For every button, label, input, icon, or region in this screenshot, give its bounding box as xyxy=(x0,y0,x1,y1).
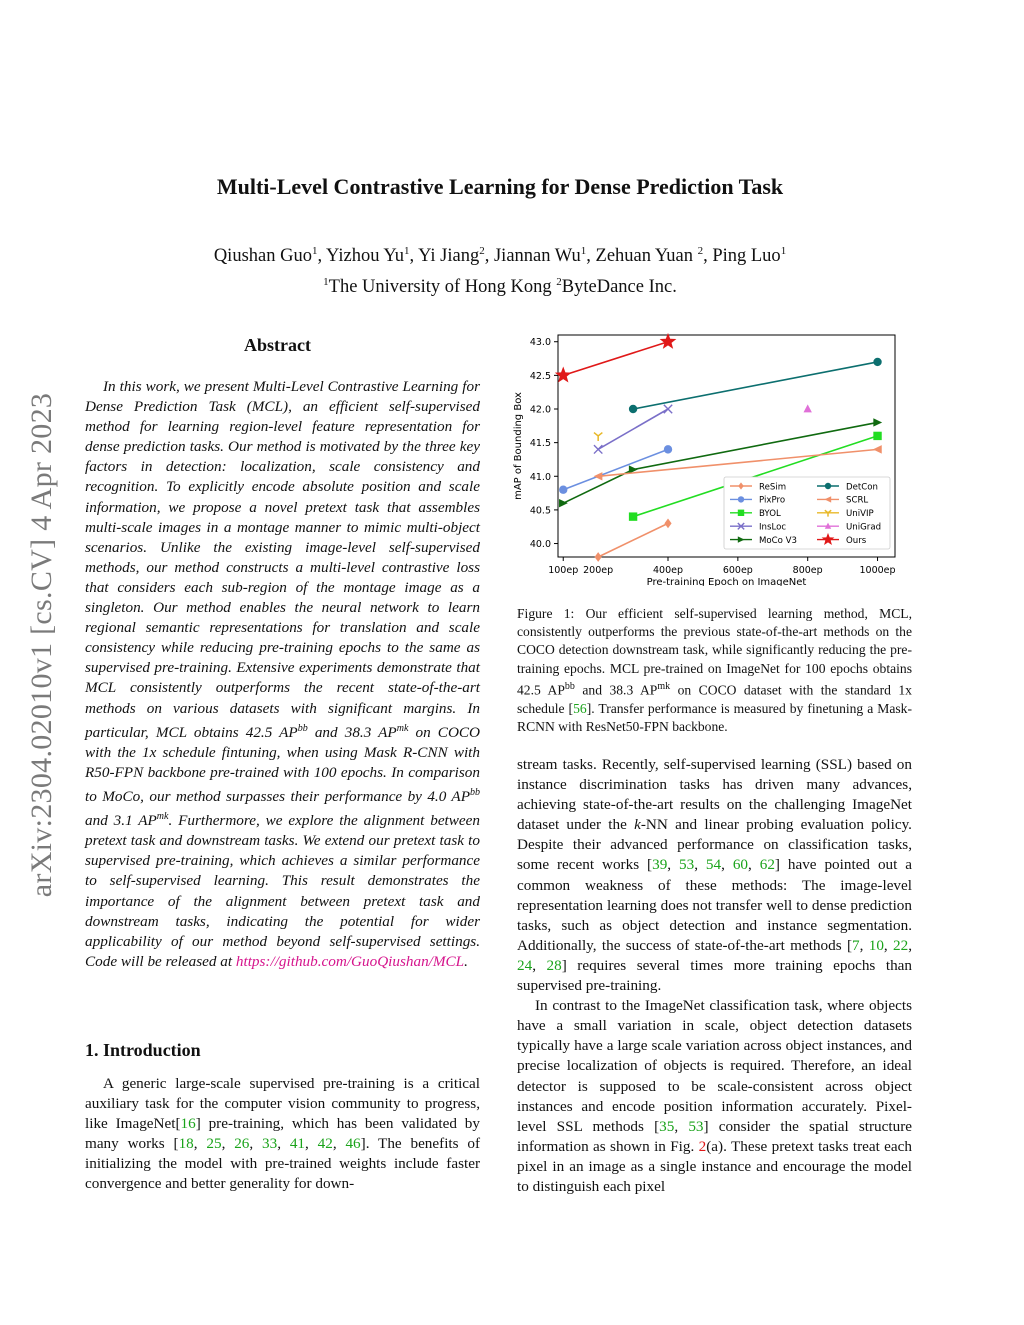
x-tick-label: 800ep xyxy=(792,565,823,576)
citation-link[interactable]: 56 xyxy=(573,700,587,716)
y-tick-label: 40.5 xyxy=(529,505,551,517)
citation-link[interactable]: 28 xyxy=(546,956,562,974)
y-tick-label: 41.0 xyxy=(529,471,551,483)
legend-label: ReSim xyxy=(759,482,787,493)
figure-reference-link[interactable]: 2 xyxy=(698,1137,707,1155)
data-point xyxy=(559,486,567,494)
citation-link[interactable]: 60 xyxy=(732,856,748,874)
legend-label: PixPro xyxy=(759,495,786,506)
citation-link[interactable]: 26 xyxy=(234,1135,250,1153)
citation-link[interactable]: 62 xyxy=(759,856,775,874)
x-tick-label: 200ep xyxy=(583,565,614,576)
author-block xyxy=(0,238,1000,300)
y-tick-label: 42.0 xyxy=(529,404,551,416)
x-tick-label: 1000ep xyxy=(859,565,896,576)
code-link[interactable]: https://github.com/GuoQiushan/MCL xyxy=(235,952,465,970)
author-name: Yizhou Yu xyxy=(326,246,404,267)
citation-link[interactable]: 39 xyxy=(652,856,668,874)
x-tick-label: 600ep xyxy=(722,565,753,576)
legend-label: BYOL xyxy=(759,509,781,520)
legend-marker xyxy=(738,510,744,516)
y-tick-label: 41.5 xyxy=(529,438,551,450)
citation-link[interactable]: 41 xyxy=(289,1135,306,1153)
y-tick-label: 40.0 xyxy=(529,539,551,551)
citation-link[interactable]: 16 xyxy=(180,1115,196,1133)
intro-paragraph-2: stream tasks. Recently, self-supervised learning (SSL) based on instance discrimination tasks has driven many advances, achieving state-of-the-art results on the challenging ImageNet dataset under the k-NN and linear probing evaluation policy. Despite their advanced performance on classification tasks, some recent works [39, 53, 54, 60, 62] have pointed out a common weakness of these methods: The image-level representation learning does not transfer well to dense prediction tasks, such as object detection and instance segmentation. Additionally, the success of state-of-the-art methods [7, 10, 22, 24, 28] requires several times more training epochs than supervised pre-training. xyxy=(517,756,913,995)
figure-1-caption: Figure 1: Our efficient self-supervised learning method, MCL, consistently outperforms the previous state-of-the-art methods on the COCO detection downstream task, while significantly reducing the pre-training epochs. MCL pre-trained on ImageNet for 100 epochs obtains 42.5 $AP^{bb}$ and 38.3 $AP^{mk}$ on COCO dataset with the standard 1x schedule [56]. Transfer performance is measured by finetuning a Mask-RCNN with ResNet50-FPN backbone. xyxy=(517,606,913,734)
author-name: Ping Luo xyxy=(712,246,781,267)
y-axis-label: mAP of Bounding Box xyxy=(513,392,524,500)
figure-1-chart xyxy=(508,330,900,586)
legend-label: Ours xyxy=(846,535,867,546)
intro-paragraph-3: In contrast to the ImageNet classification task, where objects have a small variation in scale, object detection datasets typically have a large scale variation across object instances, and precise localization of objects is required. Therefore, an ideal detector is supposed to be scale-consistent across object instances and encode position information accurately. Pixel-level SSL methods [35, 53] consider the spatial structure information as shown in Fig. 2(a). These pretext tasks treat each pixel in an image as a single instance and encourage the model to distinguish each pixel xyxy=(517,997,913,1195)
legend-label: UniGrad xyxy=(846,522,882,533)
y-tick-label: 42.5 xyxy=(529,370,551,382)
data-point xyxy=(629,512,637,520)
author-name: Qiushan Guo xyxy=(213,246,312,267)
author-name: Yi Jiang xyxy=(418,246,480,267)
data-point xyxy=(629,405,637,413)
citation-link[interactable]: 18 xyxy=(178,1135,194,1153)
data-point xyxy=(873,432,881,440)
citation-link[interactable]: 35 xyxy=(659,1117,675,1135)
arxiv-id-text: arXiv:2304.02010v1 [cs.CV] 4 Apr 2023 xyxy=(25,392,58,898)
citation-link[interactable]: 53 xyxy=(688,1117,704,1135)
x-tick-label: 400ep xyxy=(652,565,684,576)
citation-link[interactable]: 10 xyxy=(868,936,884,954)
section-heading-introduction: 1. Introduction xyxy=(85,1040,201,1060)
citation-link[interactable]: 7 xyxy=(852,936,860,954)
affiliations: $^1$The University of Hong Kong $^2$ByteDance Inc. xyxy=(323,276,677,298)
citation-link[interactable]: 46 xyxy=(345,1135,361,1153)
affiliation: The University of Hong Kong xyxy=(328,277,552,298)
legend-label: DetCon xyxy=(846,482,878,493)
citation-link[interactable]: 54 xyxy=(705,856,722,874)
abstract-heading: Abstract xyxy=(244,335,311,355)
author-name: Jiannan Wu xyxy=(493,246,581,267)
author-name: Zehuan Yuan xyxy=(595,246,693,267)
y-tick-label: 43.0 xyxy=(529,337,551,349)
data-point xyxy=(664,445,672,453)
abstract-body xyxy=(85,377,480,972)
x-tick-label: 100ep xyxy=(548,565,579,576)
affiliation: ByteDance Inc. xyxy=(561,277,677,298)
citation-link[interactable]: 42 xyxy=(317,1135,333,1153)
legend-label: InsLoc xyxy=(759,522,787,533)
citation-link[interactable]: 53 xyxy=(679,856,695,874)
arxiv-identifier xyxy=(18,360,66,930)
legend-label: UniVIP xyxy=(846,509,874,520)
legend-marker xyxy=(738,496,744,502)
citation-link[interactable]: 33 xyxy=(262,1135,278,1153)
legend-label: SCRL xyxy=(846,495,869,506)
x-axis-label: Pre-training Epoch on ImageNet xyxy=(646,577,807,586)
intro-right-column xyxy=(517,755,912,1197)
citation-link[interactable]: 22 xyxy=(893,936,909,954)
abstract-paragraph: In this work, we present Multi-Level Contrastive Learning for Dense Prediction Task (MCL), an efficient self-supervised method for learning region-level feature representation for dense prediction tasks. Our method is motivated by the three key factors in detection: localization, scale consistency and recognition. To explicitly encode absolute position and scale information, we propose a novel pretext task that assembles multi-scale images in a montage manner to mimic multi-object scenarios. Unlike the existing image-level self-supervised methods, our method constructs a multi-level contrastive loss that considers each sub-region of the montage image as a singleton. Our method enables the neural network to learn regional semantic representations for translation and scale consistency while reducing pre-training epochs to the same as supervised pre-training. Extensive experiments demonstrate that MCL consistently outperforms the recent state-of-the-art methods on various datasets with significant margins. In particular, MCL obtains 42.5 $AP^{bb}$ and 38.3 $AP^{mk}$ on COCO with the 1x schedule fintuning, when using Mask R-CNN with R50-FPN backbone pre-trained with 100 epochs. In comparison to MoCo, our method surpasses their performance by 4.0 $AP^{bb}$ and 3.1 $AP^{mk}$. Furthermore, we explore the alignment between pretext task and downstream tasks. We extend our pretext task to supervised pre-training, which achieves a similar performance to self-supervised learning. This result demonstrates the importance of the alignment between pretext task and downstream tasks, indicating the potential for wider applicability of our method beyond self-supervised settings. Code will be released at https://github.com/GuoQiushan/MCL. xyxy=(85,378,481,970)
paper-title: Multi-Level Contrastive Learning for Dense Prediction Task xyxy=(216,174,784,199)
author-list: Qiushan Guo$^1$, Yizhou Yu$^1$, Yi Jiang$^2$, Jiannan Wu$^1$, Zehuan Yuan $^2$, Ping Luo$^1$ xyxy=(213,245,787,267)
citation-link[interactable]: 24 xyxy=(517,956,533,974)
citation-link[interactable]: 25 xyxy=(206,1135,222,1153)
legend-marker xyxy=(825,483,831,489)
legend-label: MoCo V3 xyxy=(759,535,798,546)
intro-paragraph-1: A generic large-scale supervised pre-training is a critical auxiliary task for the computer vision community to progress, like ImageNet[16] pre-training, which has been validated by many works [18, 25, 26, 33, 41, 42, 46]. The benefits of initializing the model with pre-trained weights include faster convergence and better generality for down- xyxy=(85,1075,481,1193)
data-point xyxy=(873,358,881,366)
